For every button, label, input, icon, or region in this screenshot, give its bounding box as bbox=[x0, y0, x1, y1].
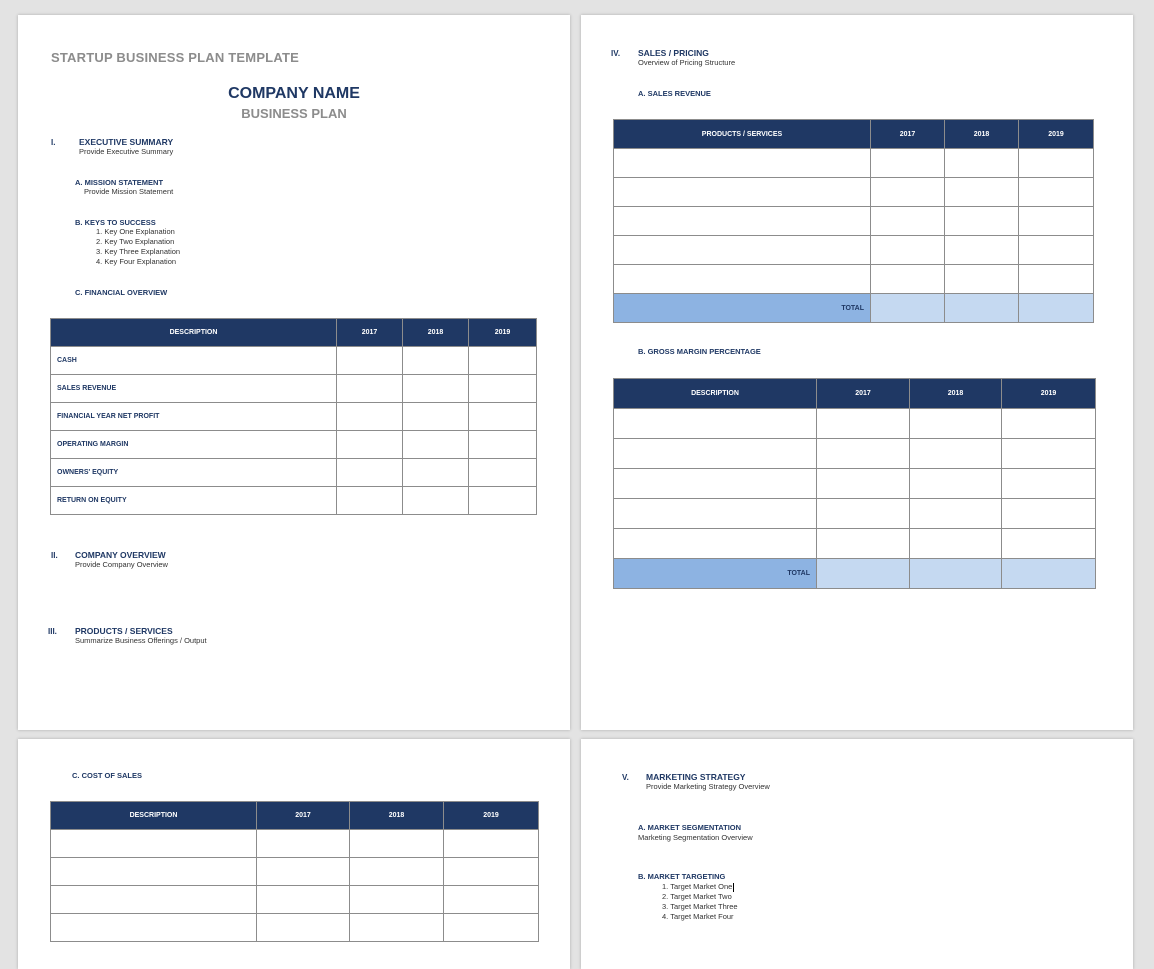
table-cell[interactable] bbox=[1002, 439, 1096, 469]
table-cell[interactable] bbox=[614, 439, 817, 469]
text-cursor bbox=[733, 883, 734, 892]
table-row bbox=[51, 830, 539, 858]
table-cell[interactable] bbox=[614, 207, 871, 236]
table-cell[interactable] bbox=[469, 487, 537, 515]
row-label[interactable]: FINANCIAL YEAR NET PROFIT bbox=[51, 403, 337, 431]
page-3 bbox=[18, 739, 570, 969]
table-cell[interactable] bbox=[403, 375, 469, 403]
subsection-sales-revenue[interactable]: A. SALES REVENUE bbox=[638, 89, 711, 98]
table-cell[interactable] bbox=[1002, 409, 1096, 439]
table-header: 2019 bbox=[444, 802, 539, 830]
table-header: PRODUCTS / SERVICES bbox=[614, 120, 871, 149]
section-number: IV. bbox=[611, 49, 621, 58]
table-cell[interactable] bbox=[871, 149, 945, 178]
table-cell[interactable] bbox=[1002, 469, 1096, 499]
subsection-mission-statement[interactable]: A. MISSION STATEMENT bbox=[75, 178, 164, 187]
table-cell[interactable] bbox=[1002, 529, 1096, 559]
table-cell[interactable] bbox=[444, 858, 539, 886]
subsection-desc[interactable]: Provide Mission Statement bbox=[84, 187, 174, 196]
table-cell[interactable] bbox=[403, 431, 469, 459]
table-header: 2017 bbox=[257, 802, 350, 830]
table-cell[interactable] bbox=[910, 529, 1002, 559]
table-cell[interactable] bbox=[257, 830, 350, 858]
table-cell[interactable] bbox=[337, 459, 403, 487]
list-item[interactable]: 1. Target Market One bbox=[662, 882, 733, 891]
table-header: DESCRIPTION bbox=[51, 319, 337, 347]
table-cell[interactable] bbox=[1019, 149, 1094, 178]
table-cell[interactable] bbox=[337, 431, 403, 459]
row-label[interactable]: RETURN ON EQUITY bbox=[51, 487, 337, 515]
total-cell[interactable] bbox=[817, 559, 910, 589]
table-row bbox=[614, 499, 1096, 529]
table-cell[interactable] bbox=[403, 459, 469, 487]
row-label[interactable]: SALES REVENUE bbox=[51, 375, 337, 403]
table-cell[interactable] bbox=[444, 914, 539, 942]
section-desc[interactable]: Overview of Pricing Structure bbox=[638, 58, 736, 67]
table-cell[interactable] bbox=[614, 529, 817, 559]
row-label[interactable]: OWNERS' EQUITY bbox=[51, 459, 337, 487]
table-cell[interactable] bbox=[910, 439, 1002, 469]
table-cell[interactable] bbox=[945, 178, 1019, 207]
table-row bbox=[51, 375, 537, 403]
table-header: 2018 bbox=[350, 802, 444, 830]
total-row bbox=[614, 559, 1096, 589]
table-cell[interactable] bbox=[257, 886, 350, 914]
table-cell[interactable] bbox=[910, 409, 1002, 439]
list-item[interactable]: 3. Target Market Three bbox=[662, 902, 738, 911]
subsection-market-segmentation[interactable]: A. MARKET SEGMENTATION bbox=[638, 823, 742, 832]
table-header: DESCRIPTION bbox=[614, 379, 817, 409]
table-header: 2019 bbox=[1019, 120, 1094, 149]
table-cell[interactable] bbox=[444, 830, 539, 858]
table-cell[interactable] bbox=[817, 409, 910, 439]
section-number: III. bbox=[48, 627, 57, 636]
table-cell[interactable] bbox=[871, 178, 945, 207]
table-cell[interactable] bbox=[1019, 178, 1094, 207]
table-header: 2018 bbox=[403, 319, 469, 347]
list-item[interactable]: 4. Key Four Explanation bbox=[96, 257, 177, 266]
table-cell[interactable] bbox=[817, 499, 910, 529]
table-header: DESCRIPTION bbox=[51, 802, 257, 830]
table-cell[interactable] bbox=[257, 858, 350, 886]
table-row bbox=[51, 858, 539, 886]
table-cell[interactable] bbox=[614, 265, 871, 294]
list-item[interactable]: 2. Key Two Explanation bbox=[96, 237, 175, 246]
section-title-executive-summary[interactable]: EXECUTIVE SUMMARY bbox=[79, 137, 174, 147]
table-header: 2017 bbox=[337, 319, 403, 347]
table-cell[interactable] bbox=[257, 914, 350, 942]
table-header: 2019 bbox=[469, 319, 537, 347]
table-cell[interactable] bbox=[350, 914, 444, 942]
total-cell[interactable] bbox=[871, 294, 945, 323]
total-label: TOTAL bbox=[614, 294, 871, 323]
table-cell[interactable] bbox=[337, 375, 403, 403]
section-title-marketing-strategy[interactable]: MARKETING STRATEGY bbox=[646, 772, 746, 782]
table-cell[interactable] bbox=[469, 403, 537, 431]
table-cell[interactable] bbox=[871, 265, 945, 294]
page-4 bbox=[581, 739, 1133, 969]
table-cell[interactable] bbox=[871, 236, 945, 265]
section-title-sales-pricing[interactable]: SALES / PRICING bbox=[638, 48, 709, 58]
table-row bbox=[51, 886, 539, 914]
page-2 bbox=[581, 15, 1133, 730]
subsection-desc[interactable]: Marketing Segmentation Overview bbox=[638, 833, 753, 842]
section-desc[interactable]: Summarize Business Offerings / Output bbox=[75, 636, 207, 645]
table-cell[interactable] bbox=[910, 469, 1002, 499]
total-label: TOTAL bbox=[614, 559, 817, 589]
table-row bbox=[51, 487, 537, 515]
section-desc[interactable]: Provide Executive Summary bbox=[79, 147, 174, 156]
table-cell[interactable] bbox=[337, 403, 403, 431]
table-row bbox=[614, 207, 1094, 236]
table-cell[interactable] bbox=[817, 439, 910, 469]
table-cell[interactable] bbox=[51, 886, 257, 914]
table-cell[interactable] bbox=[614, 236, 871, 265]
company-name[interactable]: COMPANY NAME bbox=[228, 85, 360, 102]
table-row bbox=[614, 409, 1096, 439]
table-cell[interactable] bbox=[614, 469, 817, 499]
table-cell[interactable] bbox=[444, 886, 539, 914]
gross-margin-table bbox=[613, 378, 1096, 589]
table-cell[interactable] bbox=[945, 265, 1019, 294]
table-cell[interactable] bbox=[403, 487, 469, 515]
table-row bbox=[614, 149, 1094, 178]
sales-revenue-table bbox=[613, 119, 1094, 323]
section-number: I. bbox=[51, 138, 56, 147]
table-header: 2019 bbox=[1002, 379, 1096, 409]
table-row bbox=[51, 403, 537, 431]
subsection-keys-to-success[interactable]: B. KEYS TO SUCCESS bbox=[75, 218, 156, 227]
table-cell[interactable] bbox=[350, 830, 444, 858]
table-row bbox=[614, 236, 1094, 265]
table-header: 2018 bbox=[945, 120, 1019, 149]
table-row bbox=[614, 178, 1094, 207]
table-cell[interactable] bbox=[817, 469, 910, 499]
table-cell[interactable] bbox=[51, 830, 257, 858]
table-cell[interactable] bbox=[945, 149, 1019, 178]
table-row bbox=[614, 469, 1096, 499]
table-row bbox=[614, 265, 1094, 294]
section-title-company-overview[interactable]: COMPANY OVERVIEW bbox=[75, 550, 166, 560]
table-row bbox=[614, 529, 1096, 559]
table-cell[interactable] bbox=[469, 459, 537, 487]
list-item[interactable]: 1. Key One Explanation bbox=[96, 227, 175, 236]
table-header: 2018 bbox=[910, 379, 1002, 409]
table-cell[interactable] bbox=[1019, 207, 1094, 236]
table-cell[interactable] bbox=[403, 347, 469, 375]
table-row bbox=[51, 914, 539, 942]
table-cell[interactable] bbox=[614, 178, 871, 207]
table-cell[interactable] bbox=[350, 858, 444, 886]
row-label[interactable]: CASH bbox=[51, 347, 337, 375]
table-cell[interactable] bbox=[1019, 236, 1094, 265]
subsection-financial-overview[interactable]: C. FINANCIAL OVERVIEW bbox=[75, 288, 168, 297]
table-cell[interactable] bbox=[614, 149, 871, 178]
business-plan-subtitle[interactable]: BUSINESS PLAN bbox=[241, 106, 347, 121]
table-cell[interactable] bbox=[403, 403, 469, 431]
table-cell[interactable] bbox=[337, 487, 403, 515]
template-title: STARTUP BUSINESS PLAN TEMPLATE bbox=[51, 50, 299, 65]
table-cell[interactable] bbox=[350, 886, 444, 914]
table-cell[interactable] bbox=[910, 499, 1002, 529]
table-cell[interactable] bbox=[337, 347, 403, 375]
table-cell[interactable] bbox=[945, 207, 1019, 236]
table-row bbox=[51, 347, 537, 375]
list-item[interactable]: 2. Target Market Two bbox=[662, 892, 732, 901]
section-number: II. bbox=[51, 551, 58, 560]
total-cell[interactable] bbox=[945, 294, 1019, 323]
table-cell[interactable] bbox=[614, 409, 817, 439]
table-cell[interactable] bbox=[1019, 265, 1094, 294]
table-cell[interactable] bbox=[51, 914, 257, 942]
total-cell[interactable] bbox=[1019, 294, 1094, 323]
subsection-market-targeting[interactable]: B. MARKET TARGETING bbox=[638, 872, 726, 881]
subsection-cost-of-sales[interactable]: C. COST OF SALES bbox=[72, 771, 143, 780]
table-cell[interactable] bbox=[614, 499, 817, 529]
table-cell[interactable] bbox=[51, 858, 257, 886]
table-cell[interactable] bbox=[469, 431, 537, 459]
table-header: 2017 bbox=[871, 120, 945, 149]
table-cell[interactable] bbox=[469, 375, 537, 403]
table-cell[interactable] bbox=[945, 236, 1019, 265]
row-label[interactable]: OPERATING MARGIN bbox=[51, 431, 337, 459]
total-row bbox=[614, 294, 1094, 323]
table-row bbox=[51, 459, 537, 487]
list-item[interactable]: 3. Key Three Explanation bbox=[96, 247, 181, 256]
table-cell[interactable] bbox=[469, 347, 537, 375]
section-desc[interactable]: Provide Company Overview bbox=[75, 560, 168, 569]
total-cell[interactable] bbox=[1002, 559, 1096, 589]
table-row bbox=[51, 431, 537, 459]
section-number: V. bbox=[622, 773, 629, 782]
page-1 bbox=[18, 15, 570, 730]
total-cell[interactable] bbox=[910, 559, 1002, 589]
section-title-products-services[interactable]: PRODUCTS / SERVICES bbox=[75, 626, 173, 636]
list-item[interactable]: 4. Target Market Four bbox=[662, 912, 734, 921]
table-cell[interactable] bbox=[817, 529, 910, 559]
section-desc[interactable]: Provide Marketing Strategy Overview bbox=[646, 782, 770, 791]
table-cell[interactable] bbox=[871, 207, 945, 236]
table-cell[interactable] bbox=[1002, 499, 1096, 529]
subsection-gross-margin[interactable]: B. GROSS MARGIN PERCENTAGE bbox=[638, 347, 761, 356]
financial-overview-table bbox=[50, 318, 537, 515]
cost-of-sales-table bbox=[50, 801, 539, 942]
table-row bbox=[614, 439, 1096, 469]
table-header: 2017 bbox=[817, 379, 910, 409]
